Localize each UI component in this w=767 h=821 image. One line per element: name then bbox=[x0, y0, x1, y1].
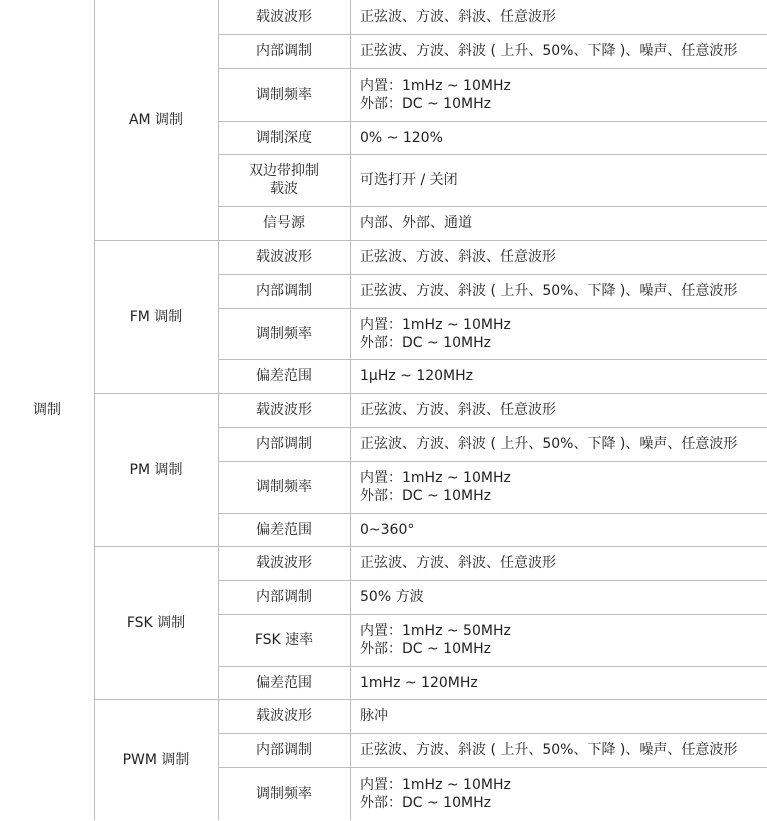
param-cell bbox=[218, 666, 350, 699]
param-cell-text: FSK 速率 bbox=[254, 632, 314, 648]
value-cell bbox=[350, 121, 767, 154]
value-cell-text: 内置：1mHz ~ 10MHz 外部：DC ~ 10MHz bbox=[360, 77, 511, 112]
value-cell-text: 1mHz ~ 120MHz bbox=[360, 674, 478, 691]
param-cell bbox=[218, 614, 350, 666]
value-cell bbox=[350, 240, 767, 274]
value-cell-text: 正弦波、方波、斜波 ( 上升、50%、下降 )、噪声、任意波形 bbox=[360, 43, 738, 59]
param-cell-text: 内部调制 bbox=[256, 43, 312, 59]
param-cell bbox=[218, 359, 350, 393]
param-cell-text: 载波波形 bbox=[256, 708, 312, 724]
param-cell bbox=[218, 308, 350, 359]
param-cell bbox=[218, 733, 350, 767]
group-name-cell-text: FM 调制 bbox=[129, 308, 183, 325]
group-name-cell-text: AM 调制 bbox=[128, 112, 184, 128]
value-cell bbox=[350, 699, 767, 733]
param-cell bbox=[218, 240, 350, 274]
value-cell bbox=[350, 580, 767, 614]
param-cell bbox=[218, 154, 350, 206]
group-name-cell bbox=[94, 699, 218, 820]
value-cell-text: 内置：1mHz ~ 10MHz 外部：DC ~ 10MHz bbox=[360, 470, 511, 504]
group-name-cell bbox=[94, 546, 218, 699]
param-cell bbox=[218, 121, 350, 154]
param-cell bbox=[218, 0, 350, 34]
group-name-cell-text: PWM 调制 bbox=[122, 751, 190, 768]
column-divider bbox=[218, 0, 219, 820]
param-cell-text: 调制频率 bbox=[256, 479, 312, 495]
param-cell-text: 调制频率 bbox=[256, 86, 312, 103]
value-cell bbox=[350, 666, 767, 699]
value-cell-text: 正弦波、方波、斜波 ( 上升、50%、下降 )、噪声、任意波形 bbox=[360, 283, 738, 299]
value-cell bbox=[350, 359, 767, 393]
param-cell-text: 载波波形 bbox=[256, 249, 312, 265]
param-cell bbox=[218, 546, 350, 580]
group-name-cell bbox=[94, 0, 218, 240]
param-cell bbox=[218, 68, 350, 121]
param-cell-text: 调制深度 bbox=[256, 129, 312, 146]
value-cell bbox=[350, 34, 767, 68]
value-cell-text: 可选打开 / 关闭 bbox=[360, 172, 458, 188]
param-cell bbox=[218, 34, 350, 68]
param-cell-text: 偏差范围 bbox=[256, 368, 312, 384]
value-cell bbox=[350, 206, 767, 240]
column-divider bbox=[350, 0, 351, 820]
param-cell bbox=[218, 767, 350, 820]
value-cell bbox=[350, 614, 767, 666]
value-cell-text: 正弦波、方波、斜波、任意波形 bbox=[360, 249, 556, 265]
param-cell-text: 载波波形 bbox=[256, 402, 312, 418]
value-cell bbox=[350, 308, 767, 359]
param-cell bbox=[218, 461, 350, 513]
value-cell-text: 0~360° bbox=[360, 521, 415, 538]
value-cell-text: 内置：1mHz ~ 50MHz 外部：DC ~ 10MHz bbox=[360, 623, 511, 657]
value-cell-text: 0% ~ 120% bbox=[360, 129, 443, 146]
param-cell bbox=[218, 274, 350, 308]
param-cell-text: 偏差范围 bbox=[256, 521, 312, 538]
value-cell bbox=[350, 733, 767, 767]
param-cell-text: 内部调制 bbox=[256, 742, 312, 758]
param-cell-text: 内部调制 bbox=[256, 589, 312, 605]
value-cell-text: 正弦波、方波、斜波、任意波形 bbox=[360, 555, 556, 571]
value-cell-text: 正弦波、方波、斜波、任意波形 bbox=[360, 9, 556, 25]
group-name-cell-text: FSK 调制 bbox=[126, 614, 186, 631]
value-cell-text: 正弦波、方波、斜波、任意波形 bbox=[360, 402, 556, 418]
group-name-cell-text: PM 调制 bbox=[129, 461, 183, 478]
param-cell-text: 内部调制 bbox=[256, 283, 312, 299]
param-cell bbox=[218, 699, 350, 733]
param-cell bbox=[218, 206, 350, 240]
value-cell bbox=[350, 154, 767, 206]
group-name-cell bbox=[94, 240, 218, 393]
value-cell bbox=[350, 767, 767, 820]
group-name-cell bbox=[94, 393, 218, 546]
value-cell-text: 脉冲 bbox=[360, 708, 388, 724]
value-cell bbox=[350, 427, 767, 461]
param-cell-text: 调制频率 bbox=[256, 785, 312, 802]
value-cell-text: 正弦波、方波、斜波 ( 上升、50%、下降 )、噪声、任意波形 bbox=[360, 436, 738, 452]
param-cell-text: 偏差范围 bbox=[256, 674, 312, 691]
value-cell-text: 内部、外部、通道 bbox=[360, 215, 472, 231]
value-cell bbox=[350, 461, 767, 513]
value-cell-text: 正弦波、方波、斜波 ( 上升、50%、下降 )、噪声、任意波形 bbox=[360, 742, 738, 758]
value-cell bbox=[350, 68, 767, 121]
section-cell-text: 调制 bbox=[33, 402, 61, 418]
column-divider bbox=[94, 0, 95, 820]
param-cell-text: 载波波形 bbox=[256, 9, 312, 25]
param-cell bbox=[218, 513, 350, 546]
value-cell-text: 内置：1mHz ~ 10MHz 外部：DC ~ 10MHz bbox=[360, 316, 511, 351]
value-cell-text: 50% 方波 bbox=[360, 589, 424, 605]
param-cell-text: 调制频率 bbox=[256, 325, 312, 342]
param-cell bbox=[218, 393, 350, 427]
value-cell bbox=[350, 513, 767, 546]
param-cell-text: 双边带抑制 载波 bbox=[249, 163, 319, 197]
value-cell-text: 1μHz ~ 120MHz bbox=[360, 368, 473, 384]
value-cell bbox=[350, 0, 767, 34]
param-cell-text: 内部调制 bbox=[256, 436, 312, 452]
param-cell bbox=[218, 427, 350, 461]
value-cell bbox=[350, 274, 767, 308]
param-cell-text: 信号源 bbox=[263, 215, 305, 231]
section-cell bbox=[0, 0, 94, 820]
value-cell bbox=[350, 546, 767, 580]
param-cell-text: 载波波形 bbox=[256, 555, 312, 571]
value-cell bbox=[350, 393, 767, 427]
value-cell-text: 内置：1mHz ~ 10MHz 外部：DC ~ 10MHz bbox=[360, 776, 511, 811]
param-cell bbox=[218, 580, 350, 614]
